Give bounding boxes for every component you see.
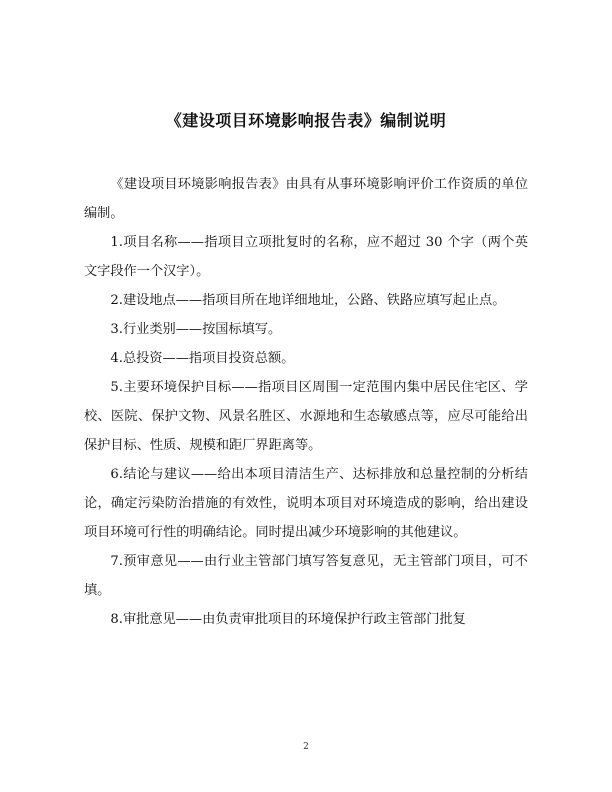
paragraph-item-5: 5.主要环境保护目标——指项目区周围一定范围内集中居民住宅区、学校、医院、保护文物、风景名胜区、水源地和生态敏感点等，应尽可能给出保护目标、性质、规模和距厂界距离等。 <box>84 380 528 453</box>
paragraph-intro: 《建设项目环境影响报告表》由具有从事环境影响评价工作资质的单位编制。 <box>84 177 528 221</box>
paragraph-item-2: 2.建设地点——指项目所在地详细地址，公路、铁路应填写起止点。 <box>110 293 506 308</box>
paragraph-item-6: 6.结论与建议——给出本项目清洁生产、达标排放和总量控制的分析结论，确定污染防治措施的有效性，说明本项目对环境造成的影响，给出建设项目环境可行性的明确结论。同时提出减少环境影响的其他建议。 <box>84 467 528 540</box>
paragraph-item-4: 4.总投资——指项目投资总额。 <box>110 351 295 366</box>
paragraph-item-8: 8.审批意见——由负责审批项目的环境保护行政主管部门批复 <box>110 612 466 627</box>
paragraph-item-1: 1.项目名称——指项目立项批复时的名称，应不超过 30 个字（两个英文字段作一个汉字）。 <box>84 235 528 279</box>
document-body <box>84 170 528 634</box>
document-title: 《建设项目环境影响报告表》编制说明 <box>165 111 447 130</box>
paragraph-item-3: 3.行业类别——按国标填写。 <box>110 322 282 337</box>
paragraph-item-7: 7.预审意见——由行业主管部门填写答复意见，无主管部门项目，可不填。 <box>84 554 528 598</box>
page-number: 2 <box>303 742 309 752</box>
